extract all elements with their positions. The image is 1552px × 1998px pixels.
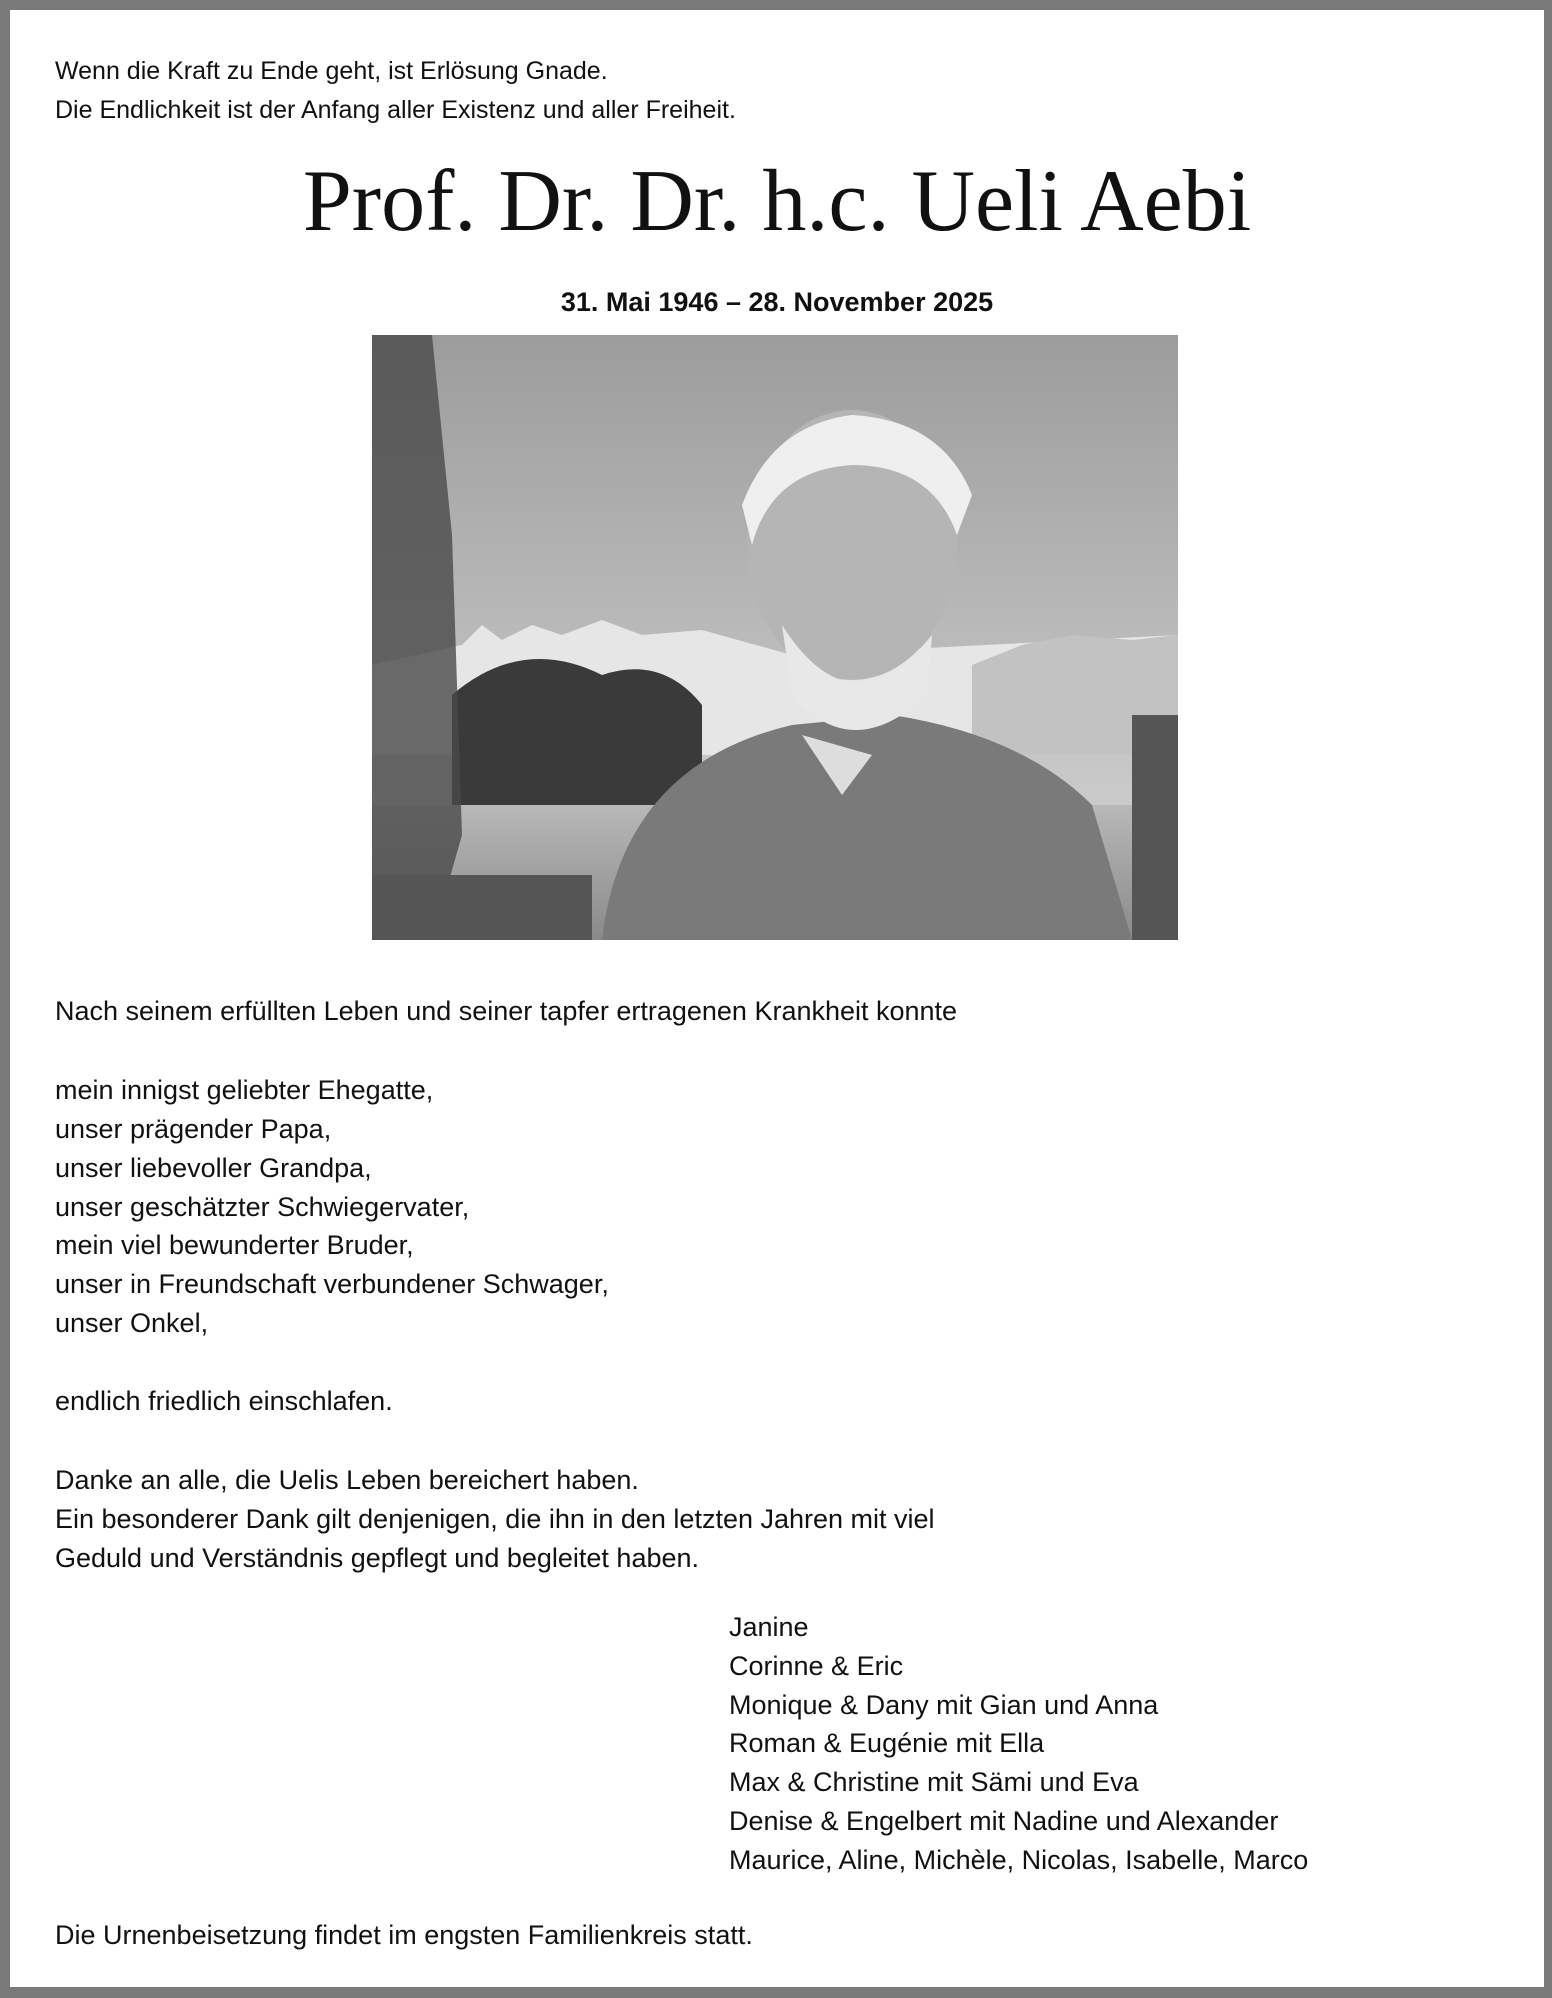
signatory: Corinne & Eric bbox=[729, 1650, 904, 1681]
quote-line: Wenn die Kraft zu Ende geht, ist Erlösung Gnade. bbox=[55, 57, 608, 85]
life-dates: 31. Mai 1946 – 28. November 2025 bbox=[560, 287, 994, 317]
signatory: Denise & Engelbert mit Nadine und Alexander bbox=[729, 1805, 1279, 1836]
passing-line: endlich friedlich einschlafen. bbox=[55, 1386, 393, 1416]
signatory: Janine bbox=[729, 1612, 809, 1642]
intro-line: Nach seinem erfüllten Leben und seiner tapfer ertragenen Krankheit konnte bbox=[55, 996, 958, 1026]
signatories bbox=[729, 1608, 1308, 1880]
signatory: Max & Christine mit Sämi und Eva bbox=[729, 1767, 1139, 1798]
portrait-photo bbox=[372, 335, 1178, 940]
signatory: Monique & Dany mit Gian und Anna bbox=[729, 1689, 1159, 1720]
signatory: Roman & Eugénie mit Ella bbox=[729, 1728, 1045, 1759]
signatory: Maurice, Aline, Michèle, Nicolas, Isabelle, Marco bbox=[729, 1844, 1309, 1875]
role-line: mein viel bewunderter Bruder, bbox=[55, 1230, 414, 1260]
role-line: unser prägender Papa, bbox=[55, 1114, 332, 1144]
role-line: unser in Freundschaft verbundener Schwager, bbox=[55, 1269, 609, 1299]
obituary-page bbox=[10, 10, 1544, 1987]
thanks-line: Geduld und Verständnis gepflegt und begleitet haben. bbox=[55, 1543, 700, 1573]
role-line: unser liebevoller Grandpa, bbox=[55, 1153, 372, 1183]
role-line: unser Onkel, bbox=[55, 1308, 209, 1338]
quote-line: Die Endlichkeit ist der Anfang aller Existenz und aller Freiheit. bbox=[55, 96, 736, 124]
role-line: mein innigst geliebter Ehegatte, bbox=[55, 1075, 434, 1105]
deceased-name: Prof. Dr. Dr. h.c. Ueli Aebi bbox=[302, 153, 1252, 250]
thanks-line: Danke an alle, die Uelis Leben bereichert haben. bbox=[55, 1465, 639, 1495]
thanks-line: Ein besonderer Dank gilt denjenigen, die ihn in den letzten Jahren mit viel bbox=[55, 1504, 935, 1534]
role-line: unser geschätzter Schwiegervater, bbox=[55, 1192, 470, 1222]
closing-line: Die Urnenbeisetzung findet im engsten Familienkreis statt. bbox=[55, 1920, 753, 1950]
